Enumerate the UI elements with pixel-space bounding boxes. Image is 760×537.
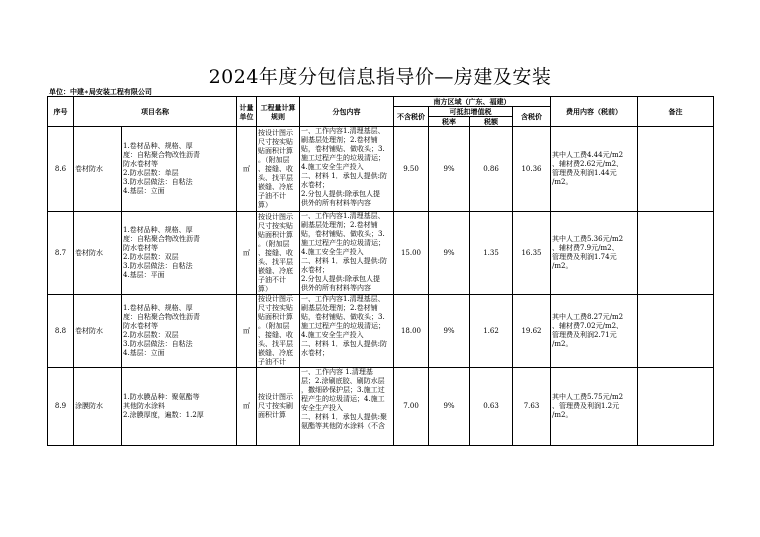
row-content-line: 氨酯等其他防水涂料（不含 <box>301 422 385 430</box>
row-fee-line: /m2。 <box>552 178 573 186</box>
row-content-line: 2.分包人提供:除承包人提 <box>301 190 381 198</box>
row-rule-line: 算） <box>258 284 272 293</box>
header-vat-group: 可抵扣增值税 <box>429 107 513 117</box>
row-fee-line: 、辅材费7.02元/m2、 <box>552 322 624 330</box>
page-title: 2024年度分包信息指导价—房建及安装 <box>208 66 552 88</box>
row-tax: 1.62 <box>470 295 513 368</box>
row-feature-line: 度：自粘聚合物改性沥青 <box>123 151 200 159</box>
row-excl-tax: 15.00 <box>394 212 429 295</box>
row-rule-line: 贴面积计算 <box>258 146 293 155</box>
row-rate: 9% <box>429 127 470 212</box>
row-fee-line: 、管理费及利润1.2元 <box>552 402 620 410</box>
row-unit: ㎡ <box>237 127 257 212</box>
row-fee-line: 、辅材费2.62元/m2、 <box>552 160 624 168</box>
header-fee: 费用内容（税前） <box>551 97 638 127</box>
header-excl-tax: 不含税价 <box>394 107 429 127</box>
row-incl-tax: 16.35 <box>513 212 551 295</box>
row-fee <box>551 368 638 446</box>
row-content-line: 施工过程产生的垃圾清运； <box>301 154 385 162</box>
row-incl-tax: 7.63 <box>513 368 551 446</box>
row-fee-line: /m2。 <box>552 340 573 348</box>
row-feature-line: 2.防水层数：双层 <box>123 253 179 261</box>
row-rule-line: 、接缝、收 <box>258 248 293 257</box>
row-rule-line: 头、找平层 <box>258 340 293 348</box>
row-remark <box>638 127 714 212</box>
row-rule-line: 尺寸按实贴 <box>258 221 293 230</box>
row-fee-line: 其中人工费5.75元/m2 <box>552 393 624 401</box>
row-fee-line: /m2。 <box>552 411 573 419</box>
unit-label: 单位：中建∗局安装工程有限公司 <box>49 87 152 96</box>
row-rule-line: 按设计图示 <box>258 128 293 137</box>
row-name: 卷材防水 <box>74 212 122 295</box>
row-content-line: 刷基层处理剂；2.卷材铺 <box>301 304 378 312</box>
row-content-line: 施工过程产生的垃圾清运； <box>301 322 385 330</box>
row-content-line: 二、材料 1．承包人提供:防 <box>301 257 388 265</box>
row-rule-line: 尺寸按实刷 <box>258 402 293 410</box>
row-rule-line: 算） <box>258 200 272 209</box>
row-fee-line: 、辅材费7.9元/m2、 <box>552 244 619 252</box>
row-content-line: 安全生产投入 <box>301 404 343 412</box>
row-tax: 0.63 <box>470 368 513 446</box>
row-rule-line: 尺寸按实贴 <box>258 137 293 146</box>
row-rule <box>257 368 300 446</box>
row-rule-line: 嵌缝、冷底 <box>258 349 293 357</box>
row-feature-line: 其他防水涂料 <box>123 402 165 410</box>
row-unit: ㎡ <box>237 212 257 295</box>
row-incl-tax: 10.36 <box>513 127 551 212</box>
row-seq: 8.7 <box>48 212 74 295</box>
row-content-line: 2.分包人提供:除承包人提 <box>301 275 381 283</box>
row-content-line: 程产生的垃圾清运；4.施工 <box>301 395 385 403</box>
row-fee <box>551 212 638 295</box>
row-tax: 1.35 <box>470 212 513 295</box>
row-rule-line: 面积计算 <box>258 411 286 419</box>
row-content-line: 施工过程产生的垃圾清运； <box>301 239 385 247</box>
row-feature-line: 1.卷材品种、规格、厚 <box>123 142 193 150</box>
header-remark: 备注 <box>638 97 714 127</box>
row-content-line: 层；2.涂刷底胶、刷防水层 <box>301 377 385 385</box>
row-fee-line: 管理费及利润1.74元 <box>552 253 617 261</box>
row-rule-line: 嵌缝、冷底 <box>258 266 293 275</box>
row-feature-line: 防水卷材等 <box>123 160 158 168</box>
row-rule-line: 头、找平层 <box>258 173 293 182</box>
row-content-line: 二、材料 1．承包人提供:聚 <box>301 413 388 421</box>
row-content-line: 刷基层处理剂；2.卷材铺 <box>301 136 378 144</box>
header-incl-tax: 含税价 <box>513 107 551 127</box>
row-rule-line: 尺寸按实贴 <box>258 304 293 312</box>
row-feature-line: 3.防水层做法：自粘法 <box>123 178 193 186</box>
row-fee <box>551 295 638 368</box>
row-feature-line: 防水卷材等 <box>123 322 158 330</box>
row-rate: 9% <box>429 368 470 446</box>
row-rule-line: 按设计图示 <box>258 212 293 221</box>
row-content-line: 二、材料 1．承包人提供:防 <box>301 340 388 348</box>
row-fee-line: 管理费及利润2.71元 <box>552 331 617 339</box>
row-rule-line: 嵌缝、冷底 <box>258 182 293 191</box>
row-feature-line: 防水卷材等 <box>123 244 158 252</box>
row-feature-line: 4.基层：立面 <box>123 349 165 357</box>
row-feature-line: 4.基层：立面 <box>123 187 165 195</box>
row-feature-line: 1.防水膜品种：聚氨酯等 <box>123 393 200 401</box>
header-region: 南方区域（广东、福建） <box>394 97 551 107</box>
row-rule-line: 、接缝、收 <box>258 331 293 339</box>
row-rule <box>257 212 300 295</box>
row-feature-line: 1.卷材品种、规格、厚 <box>123 304 193 312</box>
row-content-line: 水卷材； <box>301 349 329 357</box>
header-tax: 税额 <box>470 117 513 127</box>
row-feature-line: 1.卷材品种、规格、厚 <box>123 226 193 234</box>
row-incl-tax: 19.62 <box>513 295 551 368</box>
row-content-line: 一、工作内容1.清理基层、 <box>301 295 385 303</box>
row-name: 涂膜防水 <box>74 368 122 446</box>
row-fee-line: /m2。 <box>552 262 573 270</box>
row-content-line: 一、工作内容 1.清理基 <box>301 368 373 376</box>
row-name: 卷材防水 <box>74 127 122 212</box>
row-content-line: 水卷材； <box>301 266 329 274</box>
table-row <box>48 295 714 368</box>
row-feature <box>122 127 237 212</box>
row-content-line: 二、材料 1．承包人提供:防 <box>301 172 388 180</box>
row-feature-line: 度：自粘聚合物改性沥青 <box>123 313 200 321</box>
row-content-line: 水卷材； <box>301 181 329 189</box>
table-row <box>48 212 714 295</box>
row-rule-line: 、接缝、收 <box>258 164 293 173</box>
row-content-line: 贴，卷材铺贴、做收头；3. <box>301 145 385 153</box>
row-content <box>300 127 394 212</box>
row-seq: 8.8 <box>48 295 74 368</box>
row-feature-line: 3.防水层做法：自粘法 <box>123 340 193 348</box>
row-fee-line: 其中人工费5.36元/m2 <box>552 235 624 243</box>
header-unit: 计量单位 <box>237 97 257 127</box>
row-content-line: ，撒细砂保护层；3.施工过 <box>301 386 385 394</box>
row-fee-line: 管理费及利润1.44元 <box>552 169 617 177</box>
row-rule-line: 按设计图示 <box>258 295 293 303</box>
row-content-line: 贴，卷材铺贴、做收头；3. <box>301 313 385 321</box>
row-content <box>300 212 394 295</box>
row-fee-line: 其中人工费4.44元/m2 <box>552 151 624 159</box>
row-rule <box>257 127 300 212</box>
table-row <box>48 368 714 446</box>
row-content-line: 4.施工安全生产投入 <box>301 331 364 339</box>
row-content-line: 供外的所有材料等内容 <box>301 199 371 207</box>
row-feature-line: 2.防水层数：单层 <box>123 169 179 177</box>
row-feature <box>122 368 237 446</box>
row-remark <box>638 212 714 295</box>
row-content-line: 一、工作内容1.清理基层、 <box>301 212 385 220</box>
header-rate: 税率 <box>429 117 470 127</box>
row-unit: ㎡ <box>237 368 257 446</box>
row-feature <box>122 295 237 368</box>
row-rule-line: 头、找平层 <box>258 257 293 266</box>
row-unit: ㎡ <box>237 295 257 368</box>
row-feature <box>122 212 237 295</box>
row-content <box>300 295 394 368</box>
row-rule-line: 按设计图示 <box>258 393 293 401</box>
row-excl-tax: 18.00 <box>394 295 429 368</box>
row-remark <box>638 368 714 446</box>
row-feature-line: 2.防水层数：双层 <box>123 331 179 339</box>
row-excl-tax: 7.00 <box>394 368 429 446</box>
row-remark <box>638 295 714 368</box>
row-seq: 8.6 <box>48 127 74 212</box>
header-seq: 序号 <box>48 97 74 127</box>
row-content-line: 4.施工安全生产投入 <box>301 163 364 171</box>
header-rule: 工程量计算规则 <box>257 97 300 127</box>
row-fee-line: 其中人工费8.27元/m2 <box>552 313 624 321</box>
row-content-line: 4.施工安全生产投入 <box>301 248 364 256</box>
row-rule <box>257 295 300 368</box>
row-rate: 9% <box>429 295 470 368</box>
row-name: 卷材防水 <box>74 295 122 368</box>
row-content <box>300 368 394 446</box>
row-tax: 0.86 <box>470 127 513 212</box>
header-name: 项目名称 <box>74 97 237 127</box>
row-content-line: 刷基层处理剂；2.卷材铺 <box>301 221 378 229</box>
row-rule-line: 子油不计 <box>258 191 286 200</box>
row-rule-line: 贴面积计算 <box>258 313 293 321</box>
row-rule-line: 子油不计 <box>258 275 286 284</box>
row-rule-line: 。（附加层 <box>258 239 290 248</box>
row-excl-tax: 9.50 <box>394 127 429 212</box>
row-feature-line: 度：自粘聚合物改性沥青 <box>123 235 200 243</box>
price-table <box>47 96 714 446</box>
row-content-line: 贴，卷材铺贴、做收头；3. <box>301 230 385 238</box>
row-content-line: 供外的所有材料等内容 <box>301 284 371 292</box>
header-content: 分包内容 <box>300 97 394 127</box>
row-rule-line: 贴面积计算 <box>258 230 293 239</box>
row-feature-line: 4.基层：平面 <box>123 271 165 279</box>
row-rule-line: 。（附加层 <box>258 322 290 330</box>
row-rate: 9% <box>429 212 470 295</box>
row-feature-line: 3.防水层做法：自粘法 <box>123 262 193 270</box>
table-row <box>48 127 714 212</box>
row-rule-line: 子油不计 <box>258 358 286 366</box>
row-rule-line: 。（附加层 <box>258 155 290 164</box>
row-content-line: 一、工作内容1.清理基层、 <box>301 127 385 135</box>
row-feature-line: 2.涂膜厚度，遍数：1.2厚 <box>123 411 204 419</box>
row-fee <box>551 127 638 212</box>
row-seq: 8.9 <box>48 368 74 446</box>
